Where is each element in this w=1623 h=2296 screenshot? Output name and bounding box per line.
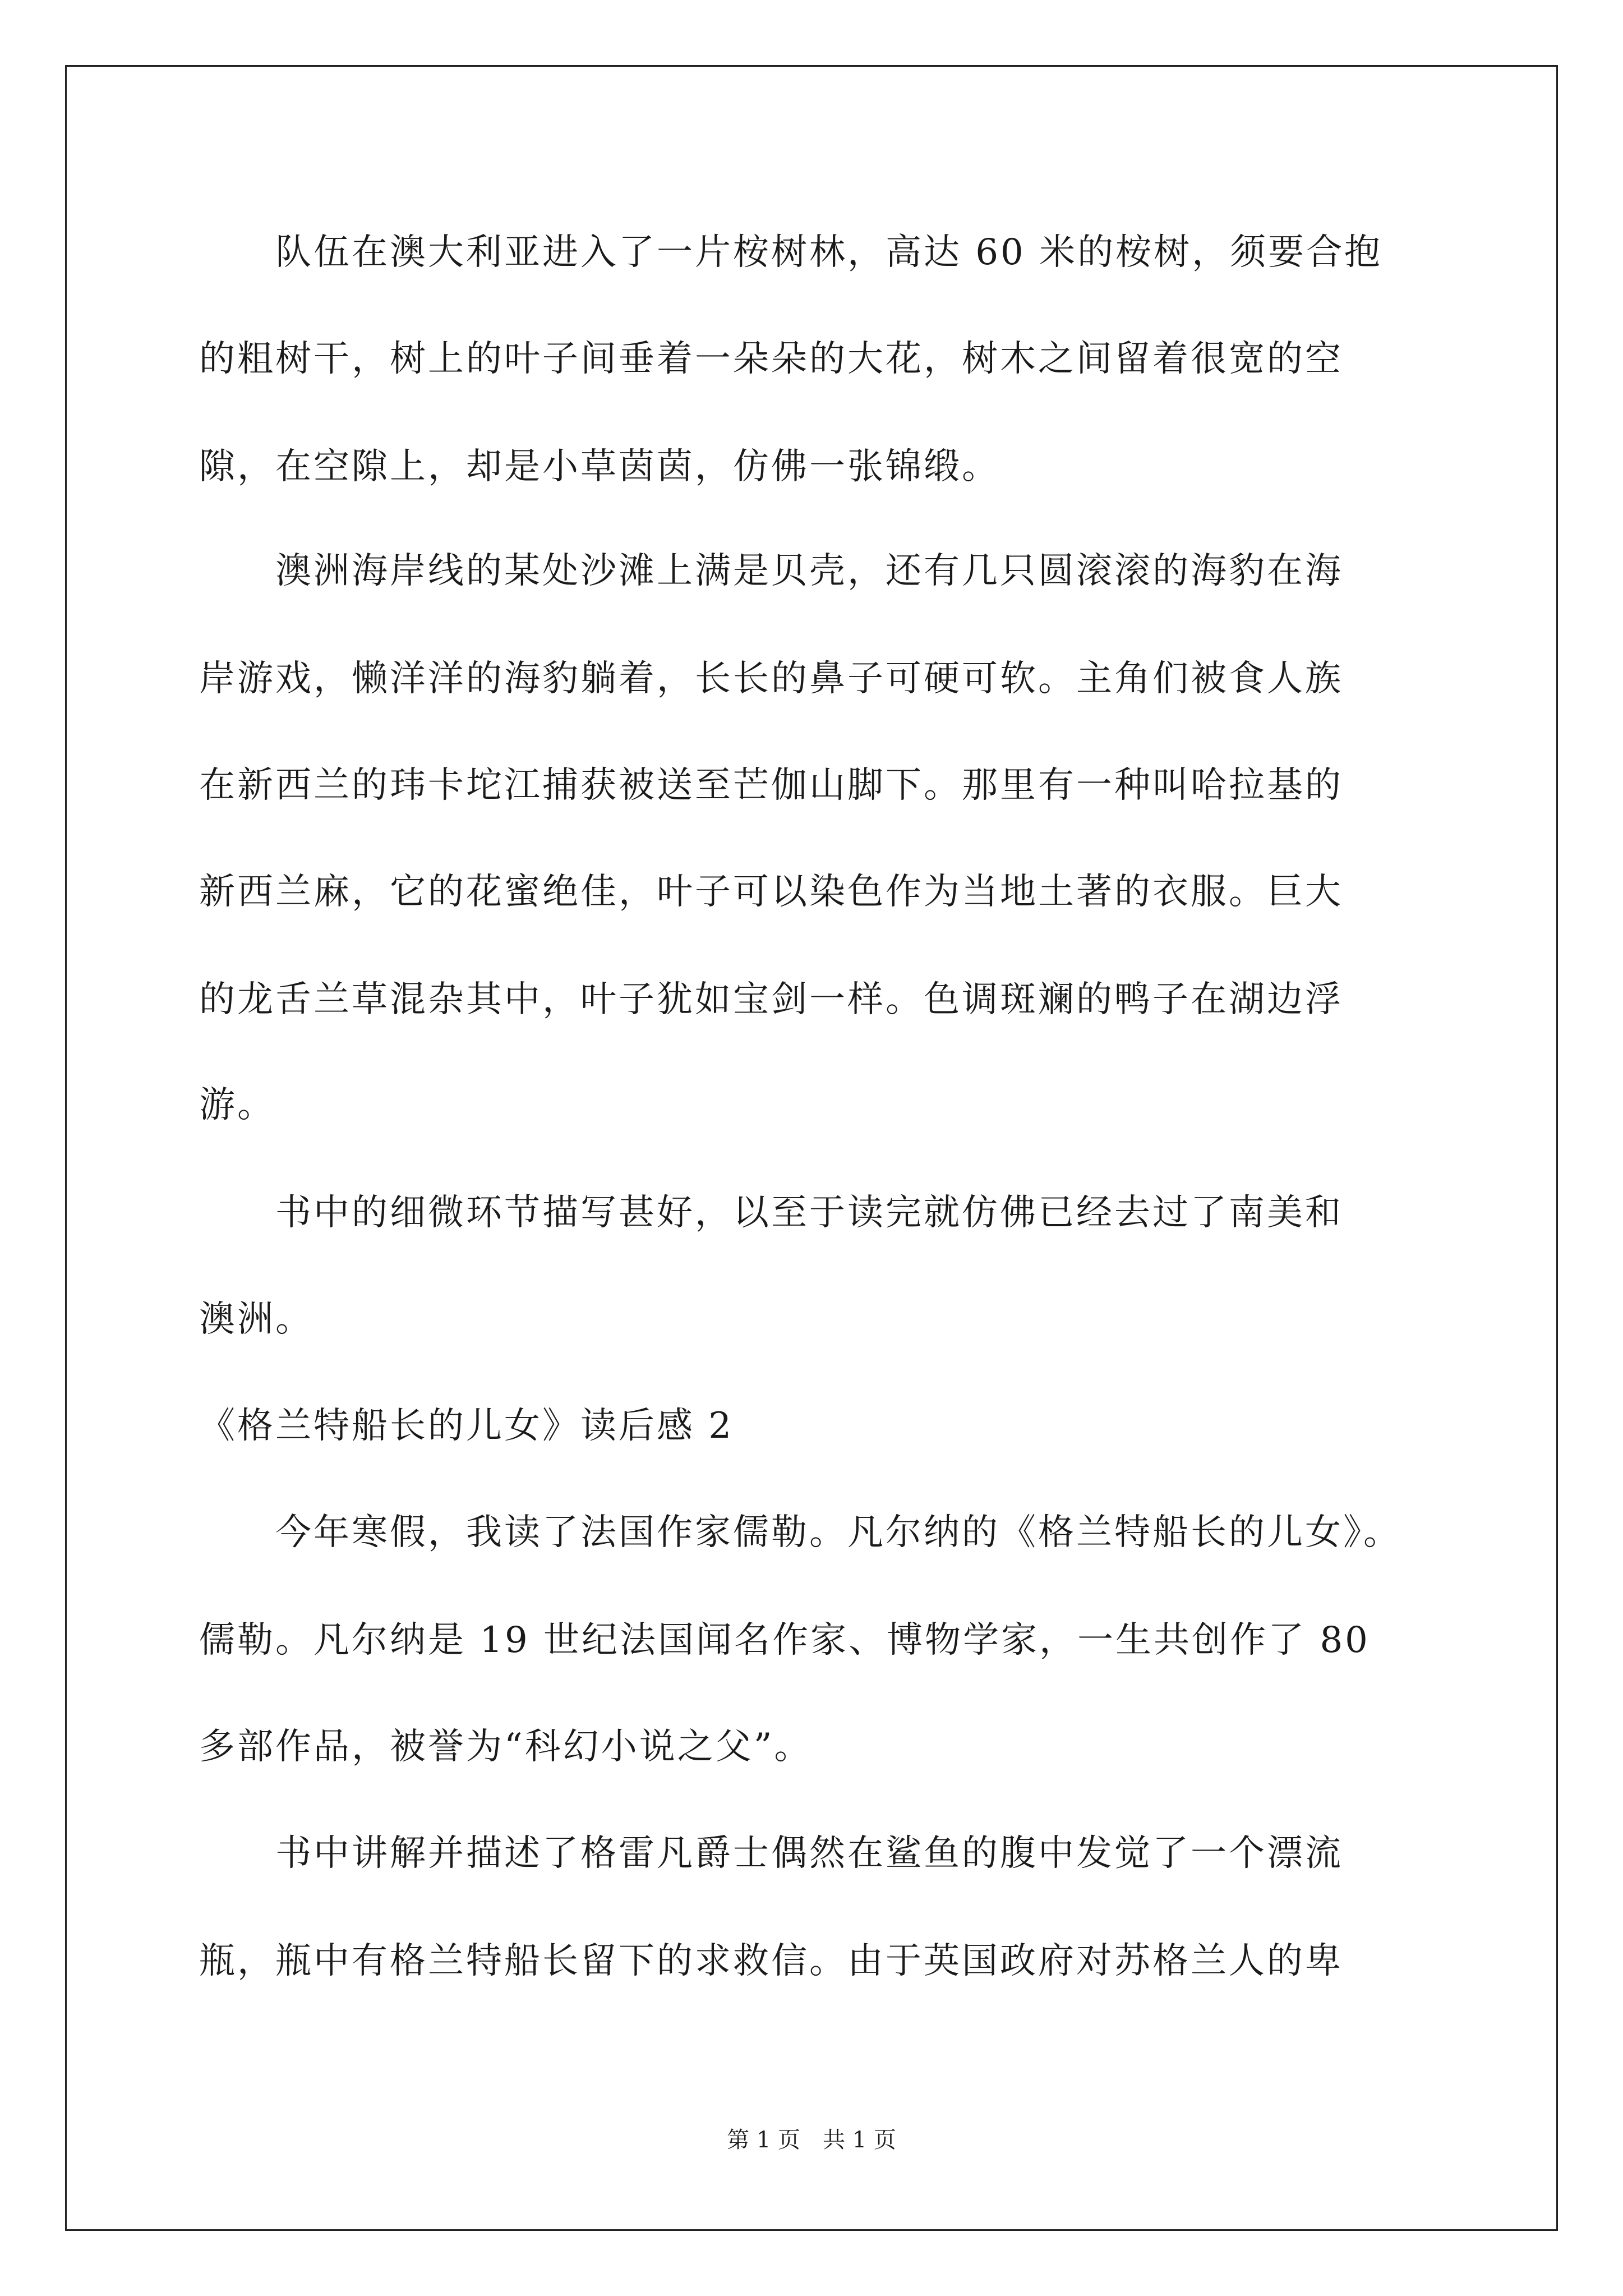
page-border <box>65 65 1558 2231</box>
text-line: 澳洲海岸线的某处沙滩上满是贝壳，还有几只圆滚滚的海豹在海 <box>199 550 1343 592</box>
text-line: 书中的细微环节描写甚好，以至于读完就仿佛已经去过了南美和 <box>199 1192 1343 1234</box>
page-footer: 第 1 页 共 1 页 <box>727 2127 896 2153</box>
text-line: 澳洲。 <box>199 1299 313 1340</box>
text-line: 多部作品，被誉为“科幻小说之父”。 <box>199 1726 813 1768</box>
text-line: 岸游戏，懒洋洋的海豹躺着，长长的鼻子可硬可软。主角们被食人族 <box>199 658 1343 700</box>
text-line: 在新西兰的玮卡坨江捕获被送至芒伽山脚下。那里有一种叫哈拉基的 <box>199 765 1343 806</box>
text-line: 瓶，瓶中有格兰特船长留下的求救信。由于英国政府对苏格兰人的卑 <box>199 1940 1343 1982</box>
text-line: 儒勒。凡尔纳是 19 世纪法国闻名作家、博物学家，一生共创作了 80 <box>199 1619 1370 1661</box>
text-line: 的龙舌兰草混杂其中，叶子犹如宝剑一样。色调斑斓的鸭子在湖边浮 <box>199 979 1343 1020</box>
text-line: 书中讲解并描述了格雷凡爵士偶然在鲨鱼的腹中发觉了一个漂流 <box>199 1833 1343 1874</box>
text-line: 的粗树干，树上的叶子间垂着一朵朵的大花，树木之间留着很宽的空 <box>199 338 1343 380</box>
text-line: 新西兰麻，它的花蜜绝佳，叶子可以染色作为当地土著的衣服。巨大 <box>199 871 1343 913</box>
text-line: 游。 <box>199 1084 275 1126</box>
text-line: 隙，在空隙上，却是小草茵茵，仿佛一张锦缎。 <box>199 446 1000 487</box>
section-heading: 《格兰特船长的儿女》读后感 2 <box>199 1405 734 1447</box>
text-line: 队伍在澳大利亚进入了一片桉树林，高达 60 米的桉树，须要合抱 <box>199 232 1383 273</box>
text-line: 今年寒假，我读了法国作家儒勒。凡尔纳的《格兰特船长的儿女》。 <box>199 1512 1401 1553</box>
